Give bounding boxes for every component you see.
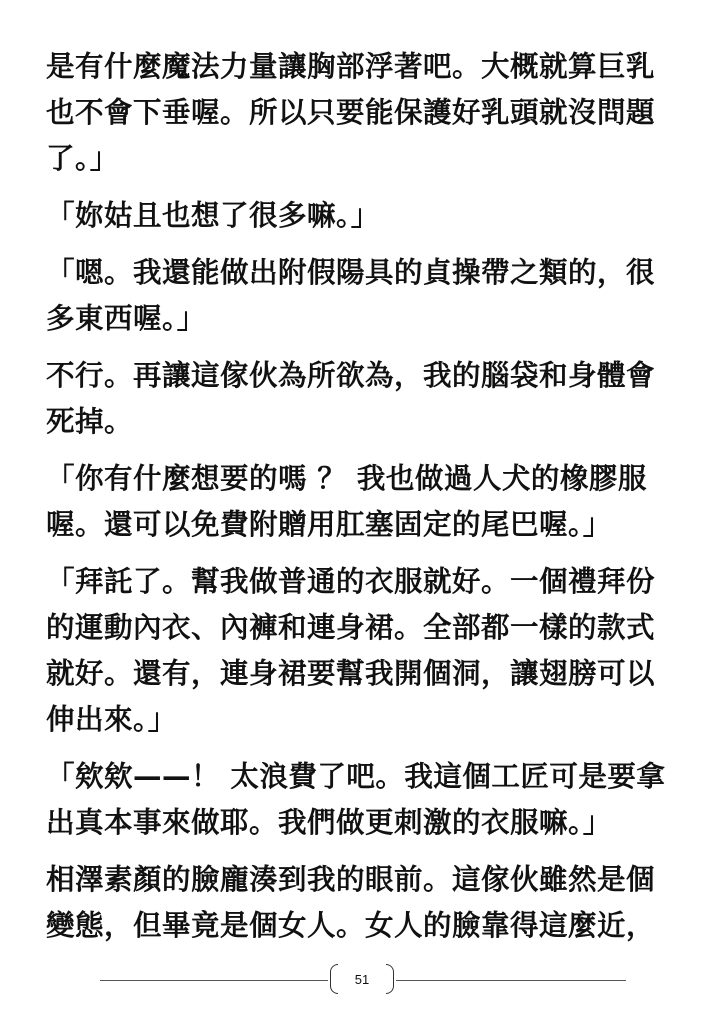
paragraph-5 — [46, 456, 680, 548]
text-line: 「欸欸——！ 太浪費了吧。我這個工匠可是要拿 — [46, 760, 666, 793]
paragraph-4 — [46, 353, 680, 445]
page-body — [46, 44, 680, 960]
text-line: 就好。還有，連身裙要幫我開個洞，讓翅膀可以 — [46, 657, 656, 690]
text-line: 「拜託了。幫我做普通的衣服就好。一個禮拜份 — [46, 565, 656, 598]
page-number: 51 — [354, 972, 370, 987]
page-footer — [0, 962, 724, 998]
text-line: 出真本事來做耶。我們做更刺激的衣服嘛。」 — [46, 806, 612, 839]
paragraph-7 — [46, 754, 680, 846]
text-line: 伸出來。」 — [46, 703, 177, 736]
text-line: 喔。還可以免費附贈用肛塞固定的尾巴喔。」 — [46, 508, 612, 541]
text-line: 變態，但畢竟是個女人。女人的臉靠得這麼近， — [46, 909, 656, 942]
text-line: 死掉。 — [46, 405, 134, 438]
text-line: 相澤素顏的臉龐湊到我的眼前。這傢伙雖然是個 — [46, 863, 656, 896]
text-line: 也不會下垂喔。所以只要能保護好乳頭就沒問題 — [46, 96, 656, 129]
text-line: 「你有什麼想要的嗎 ？ 我也做過人犬的橡膠服 — [46, 462, 647, 495]
paragraph-1 — [46, 44, 680, 182]
text-line: 的運動內衣、內褲和連身裙。全部都一樣的款式 — [46, 611, 656, 644]
text-line: 不行。再讓這傢伙為所欲為，我的腦袋和身體會 — [46, 359, 656, 392]
paragraph-3 — [46, 250, 680, 342]
text-line: 多東西喔。」 — [46, 302, 206, 335]
paragraph-2 — [46, 193, 680, 239]
paragraph-6 — [46, 559, 680, 743]
text-line: 是有什麼魔法力量讓胸部浮著吧。大概就算巨乳 — [46, 50, 656, 83]
text-line: 了。」 — [46, 142, 119, 175]
text-line: 「妳姑且也想了很多嘛。」 — [46, 199, 380, 232]
paragraph-8 — [46, 857, 680, 949]
footer-divider-right — [396, 980, 626, 981]
right-bracket-icon — [386, 964, 394, 994]
left-bracket-icon — [330, 964, 338, 994]
footer-divider-left — [100, 980, 328, 981]
text-line: 「嗯。我還能做出附假陽具的貞操帶之類的，很 — [46, 256, 656, 289]
